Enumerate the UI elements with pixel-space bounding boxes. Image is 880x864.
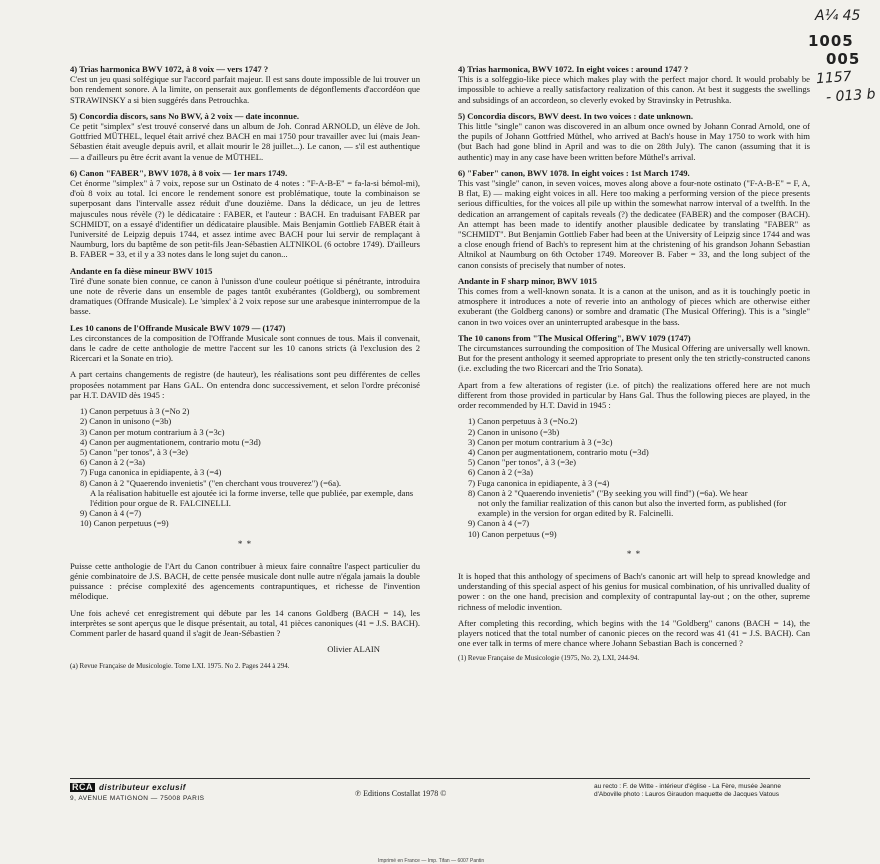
section-text: This comes from a well-known sonata. It is a canon at the unison, and as it is touchingly poetic in atmosphere it introduces a note of reverie into an anthology of pieces which are otherwise either exuberant (the Goldberg canons) or sombre and dramatic (The Musical Offering). This is a "single" canon in two voices over an uninterrupted arabesque in the bass. bbox=[458, 286, 810, 327]
list-item-text: 8) Canon à 2 "Quaerendo invenietis" ("By seeking you will find") (=6a). We hear bbox=[468, 487, 748, 498]
section-title: 6) "Faber" canon, BWV 1078. In eight voices : 1st March 1749. bbox=[458, 167, 690, 178]
list-item: 3) Canon per motum contrarium à 3 (=3c) bbox=[80, 426, 225, 437]
section-title: 5) Concordia discors, BWV deest. In two voices : date unknown. bbox=[458, 110, 693, 121]
distributor-line bbox=[70, 783, 270, 793]
distributor-block bbox=[70, 783, 270, 803]
section-text: This is a solfeggio-like piece which makes play with the perfect major chord. It would probably be impossible to achieve a really satisfactory realization of this canon. At best it suggests the swellings and subsidings of an accordeon, so cleverly evoked by Stravinsky in Petrushka. bbox=[458, 74, 810, 105]
list-item: 4) Canon per augmentationem, contrario motu (=3d) bbox=[468, 446, 649, 457]
list-item: 10) Canon perpetuus (=9) bbox=[468, 528, 557, 539]
list-item: 2) Canon in unisono (=3b) bbox=[468, 426, 560, 437]
section-text: Cet énorme "simplex" à 7 voix, repose sur un Ostinato de 4 notes : "F-A-B-E" = fa-la-si bémol-mi), d'où 8 voix au total. Ici encore le rendement sonore est problématique, toute la combinaison se superposant dans l'intervalle assez réduit d'une douzième. Dans la dédicace, un jeu de lettres majuscules nous révèle (?) le dédicataire : FABER, et l'auteur : BACH. En traduisant FABER par SCHMIDT, on a essayé d'identifier un dédicataire plausible. Mais Benjamin Gottlieb FABER était à l'université de Leipzig depuis 1744, et assez intime avec BACH pour lui servir de remplaçant à Naumburg, lors du baptême de son petit-fils Jean-Sébastien ALTNIKOL (6 octobre 1749). D'ailleurs B. FABER = 33, et il y a 33 notes dans le long sujet du canon... bbox=[70, 178, 420, 260]
canon-list bbox=[70, 406, 420, 528]
list-item: 7) Fuga canonica in epidiapente, à 3 (=4) bbox=[80, 467, 222, 478]
list-item: 9) Canon à 4 (=7) bbox=[80, 508, 142, 519]
section-text: Ce petit "simplex" s'est trouvé conservé dans un album de Joh. Conrad ARNOLD, un élève de Joh. Gottfried MÜTHEL, lequel était arrivé chez BACH en mai 1750 pour travailler avec lui (mais Jean-Sébastien était aveugle depuis avril, et allait mourir le 28 juillet...). Le canon, — s'il est authentique — a d'ailleurs pu être écrit avant la venue de MÜTHEL. bbox=[70, 121, 420, 162]
closing-paragraph: It is hoped that this anthology of specimens of Bach's canonic art will help to spread knowledge and understanding of this special aspect of his genius for musical combination, of his unrivalled duality of power : on the one hand, precision and complexity of contrapuntal lay-out ; on the other, supreme richness of melodic invention. bbox=[458, 570, 810, 612]
section-andante bbox=[458, 276, 810, 327]
list-item bbox=[468, 488, 810, 519]
list-item: 1) Canon perpetuus à 3 (=No 2) bbox=[80, 406, 190, 417]
author-signature: Olivier ALAIN bbox=[327, 644, 380, 655]
section-title: 5) Concordia discors, sans No BWV, à 2 voix — date inconnue. bbox=[70, 110, 300, 121]
list-item-subtext: not only the familiar realization of this canon but also the inverted form, as published (for example) in the version for organ edited by R. Falcinelli. bbox=[478, 497, 787, 519]
list-item: 6) Canon à 2 (=3a) bbox=[80, 457, 145, 468]
printer-line: Imprimé en France — Imp. Tifan — 6007 Pantin bbox=[378, 858, 485, 864]
closing-paragraph: After completing this recording, which begins with the 14 "Goldberg" canons (BACH = 14), the players noticed that the total number of canonic pieces on the record was 41 (41 = J.S. BACH). Can one ever talk in terms of mere chance where Johann Sebastian Bach is concerned ? bbox=[458, 617, 810, 649]
section-text: C'est un jeu quasi solfégique sur l'accord parfait majeur. Il est sans doute impossible de lui trouver un bon rendement sonore. A la limite, on penserait aux gonflements de dégonflements d'accordéon que STRAWINSKY a si bien suggérés dans Petrouchka. bbox=[70, 74, 420, 105]
section-text: Tiré d'une sonate bien connue, ce canon à l'unisson d'une couleur poétique si pénétrante, introduira une note de rêverie dans un ensemble de pages tantôt exubérantes (Goldberg), ou sombrement dramatiques (Offrande Musicale). Le 'simplex' à 2 voix repose sur une arabesque ininterrompue de la basse. bbox=[70, 275, 420, 317]
edition-credit: ℗ Editions Costallat 1978 © bbox=[355, 789, 447, 798]
footnote: (a) Revue Française de Musicologie. Tome LXI. 1975. No 2. Pages 244 à 294. bbox=[70, 662, 290, 671]
english-column bbox=[458, 64, 810, 663]
list-item: 10) Canon perpetuus (=9) bbox=[80, 518, 169, 529]
section-title: Andante in F sharp minor, BWV 1015 bbox=[458, 275, 597, 286]
catalog-number: 1005 bbox=[808, 32, 854, 50]
distributor-label: distributeur exclusif bbox=[99, 783, 186, 792]
closing-paragraph: Puisse cette anthologie de l'Art du Canon contribuer à mieux faire connaître l'aspect particulier du génie combinatoire de J.S. BACH, de cette pensée musicale dont nulle autre n'égala jamais la double puissance : précise complexité des agencements contrapuntiques, et richesse de l'invention mélodique. bbox=[70, 560, 420, 602]
handwritten-reference-2: - 013 b bbox=[825, 86, 877, 106]
list-item: 6) Canon à 2 (=3a) bbox=[468, 467, 533, 478]
list-item: 7) Fuga canonica in epidiapente, à 3 (=4) bbox=[468, 477, 610, 488]
list-item-subtext: A la réalisation habituelle est ajoutée ici la forme inverse, telle que publiée, par exemple, dans l'édition pour orgue de R. FALCINELLI. bbox=[90, 487, 414, 508]
section-text: A part certains changements de registre (de hauteur), les réalisations sont peu différentes de celles proposées notamment par Hans GAL. On entendra donc successivement, et selon l'ordre préconisé par H.T. DAVID dès 1945 : bbox=[70, 369, 420, 400]
section-text: Apart from a few alterations of register (i.e. of pitch) the realizations offered here are not much different from those provided in particular by Hans Gal. Thus the following pieces are played, in the order recommended by H.T. David in 1945 : bbox=[458, 379, 810, 411]
section-offrande bbox=[70, 323, 420, 529]
list-item: 1) Canon perpetuus à 3 (=No.2) bbox=[468, 416, 578, 427]
section-concordia bbox=[458, 111, 810, 162]
section-title: Les 10 canons de l'Offrande Musicale BWV 1079 — (1747) bbox=[70, 322, 286, 333]
section-concordia bbox=[70, 111, 420, 162]
list-item: 3) Canon per motum contrarium à 3 (=3c) bbox=[468, 436, 613, 447]
french-column bbox=[70, 64, 420, 671]
separator-stars: * * bbox=[626, 548, 642, 559]
section-faber bbox=[70, 168, 420, 260]
section-title: The 10 canons from "The Musical Offering", BWV 1079 (1747) bbox=[458, 332, 691, 343]
section-title: 4) Trias harmonica, BWV 1072. In eight voices : around 1747 ? bbox=[458, 64, 689, 74]
section-title: 6) Canon "FABER", BWV 1078, à 8 voix — 1er mars 1749. bbox=[70, 167, 288, 178]
cover-credits: au recto : F. de Witte - intérieur d'église - La Fère, musée Jeanne d'Aboville photo : Lauros Giraudon maquette de Jacques Vatous bbox=[594, 783, 781, 798]
section-musical-offering bbox=[458, 333, 810, 539]
handwritten-reference: 1157 bbox=[815, 68, 853, 88]
section-text: This little "single" canon was discovered in an album once owned by Johann Conrad Arnold, one of the pupils of Johann Gottfried Müthel, who arrived at Bach's house in May 1750 to work with him (but Bach had gone blind in April and was to die on 28th July). The canon (assuming that it is authentic) may in any case have been written before Müthel's arrival. bbox=[458, 121, 810, 162]
list-item: 2) Canon in unisono (=3b) bbox=[80, 416, 172, 427]
list-item: 5) Canon "per tonos", à 3 (=3e) bbox=[80, 446, 189, 457]
rca-logo: RCA bbox=[72, 782, 93, 792]
footnote: (1) Revue Française de Musicologie (1975, No. 2), LXI, 244-94. bbox=[458, 654, 640, 663]
separator-stars: * * bbox=[237, 538, 253, 549]
distributor-address: 9, AVENUE MATIGNON — 75008 PARIS bbox=[70, 794, 205, 802]
section-faber bbox=[458, 168, 810, 270]
section-trias bbox=[70, 64, 420, 105]
section-andante bbox=[70, 266, 420, 317]
closing-paragraph: Une fois achevé cet enregistrement qui débute par les 14 canons Goldberg (BACH = 14), les interprètes se sont aperçus que le disque présentait, au total, 41 pièces canoniques (41 = J.S. BACH). Comment parler de hasard quand il s'agit de Jean-Sébastien ? bbox=[70, 607, 420, 638]
catalog-number-suffix: 005 bbox=[826, 50, 861, 68]
list-item bbox=[80, 478, 420, 509]
canon-list bbox=[458, 416, 810, 538]
handwritten-note: A¼ 45 bbox=[815, 8, 861, 24]
section-trias bbox=[458, 64, 810, 105]
section-text: This vast "single" canon, in seven voices, moves along above a four-note ostinato ("F-A-B-E" = F, A, B flat, E) — making eight voices in all. Here too making a performing version of the piece presents serious difficulties, for the voices all pile up within the somewhat narrow interval of a twelfth. In the dedication an arrangement of capitals reveals (?) the dedicatee (FABER) and the composer (BACH). An attempt has been made to identify another plausible dedicatee by translating "FABER" as "SCHMIDT". But Benjamin Gottlieb Faber had been at the University of Leipzig since 1744 and was a close enough friend of Bach's to represent him at the christening of his grandson Johann Sebastian Altnikol at Naumburg on 6th October 1749. Moreover B. Faber = 33, and the long subject of the canon consists of precisely that number of notes. bbox=[458, 178, 810, 270]
section-text: Les circonstances de la composition de l'Offrande Musicale sont connues de tous. Mais il convenait, dans le cadre de cette anthologie de mettre l'accent sur les 10 canons stricts (à l'exclusion des 2 Ricercari et la Sonate en trio). bbox=[70, 332, 420, 364]
list-item: 5) Canon "per tonos", à 3 (=3e) bbox=[468, 457, 577, 468]
footer-divider bbox=[70, 778, 810, 779]
list-item: 4) Canon per augmentationem, contrario motu (=3d) bbox=[80, 436, 261, 447]
list-item-text: 8) Canon à 2 "Quaerendo invenietis" ("en cherchant vous trouverez") (=6a). bbox=[80, 477, 342, 488]
section-title: Andante en fa dièse mineur BWV 1015 bbox=[70, 265, 213, 276]
list-item: 9) Canon à 4 (=7) bbox=[468, 518, 530, 529]
section-title: 4) Trias harmonica BWV 1072, à 8 voix — vers 1747 ? bbox=[70, 64, 269, 74]
section-text: The circumstances surrounding the composition of The Musical Offering are universally well known. But for the present anthology it seemed appropriate to present only the ten strictly-constructed canons (i.e. excluding the two Ricercari and the Trio Sonata). bbox=[458, 343, 810, 374]
